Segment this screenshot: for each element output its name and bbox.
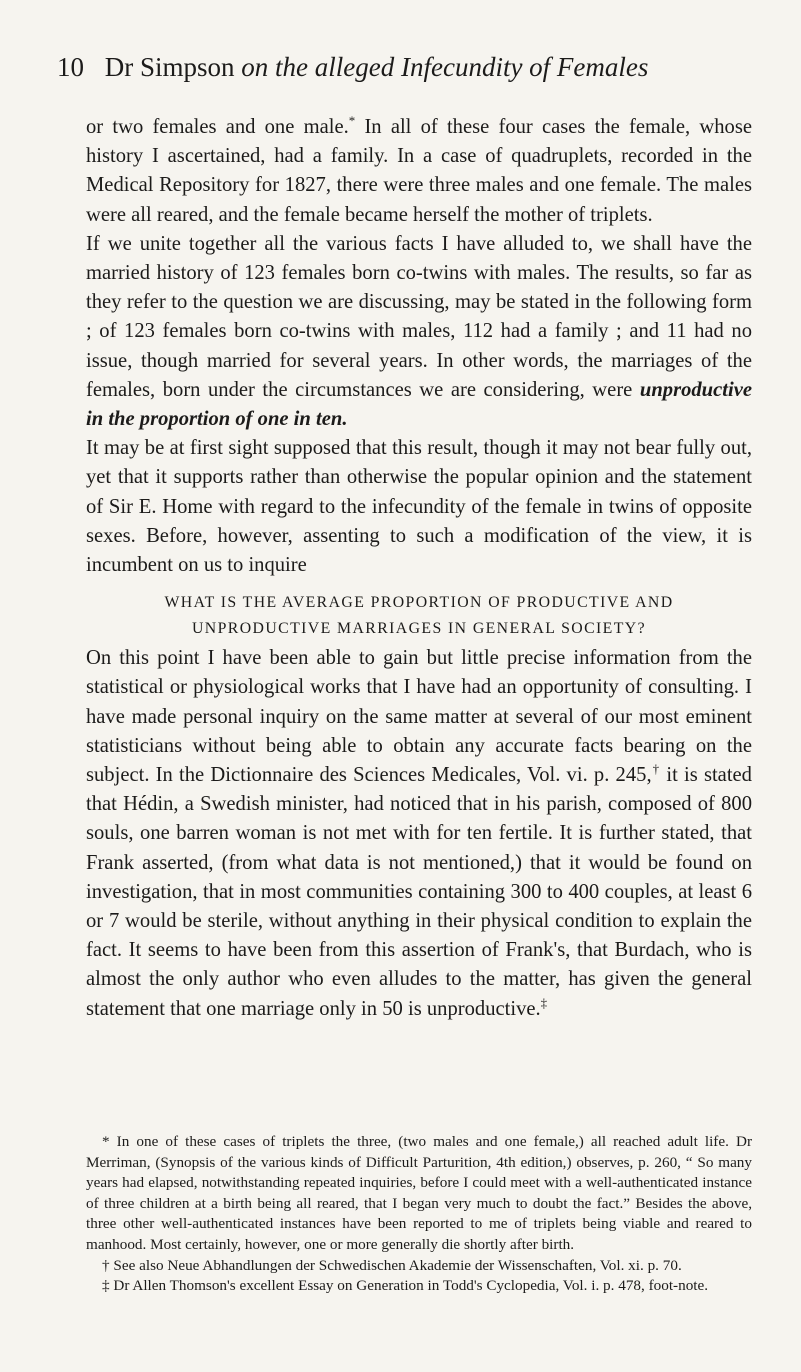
paragraph-3: It may be at first sight supposed that this result, though it may not bear fully out, yet that it supports rather than otherwise the popular opinion and the statement of Sir E. Home with regard to the infecundity of the female in twins of opposite sexes. Before, however, assenting to such a modification of the view, it is incumbent on us to inquire bbox=[86, 437, 752, 577]
footnotes bbox=[86, 1132, 752, 1297]
page-number: 10 bbox=[57, 52, 84, 82]
paragraph-1 bbox=[86, 113, 752, 230]
section-heading bbox=[86, 590, 752, 642]
paragraph-4-text-b: it is stated that Hédin, a Swedish minister, had noticed that in his parish, composed of 800 souls, one barren woman is not met with for ten fertile. It is further stated, that Frank asserted, (from what data is not mentioned,) that it would be found on investigation, that in most communities containing 300 to 400 couples, at least 6 or 7 would be sterile, without anything in their physical condition to explain the fact. It seems to have been from this assertion of Frank's, that Burdach, who is almost the only author who even alludes to the matter, has given the general statement that one marriage only in 50 is unproductive. bbox=[86, 764, 752, 1020]
footnote-2: † See also Neue Abhandlungen der Schwedischen Akademie der Wissenschaften, Vol. xi. p. 70. bbox=[102, 1256, 682, 1274]
paragraph-2 bbox=[86, 230, 752, 434]
running-head-author: Dr Simpson bbox=[104, 52, 235, 82]
paragraph-1-text-a: or two females and one male. bbox=[86, 116, 349, 138]
paragraph-2-text: If we unite together all the various facts I have alluded to, we shall have the married history of 123 females born co-twins with males. The results, so far as they refer to the question we are discussing, may be stated in the following form ; of 123 females born co-twins with males, 112 had a family ; and 11 had no issue, though married for several years. In other words, the marriages of the females, born under the circumstances we are considering, were bbox=[86, 232, 752, 401]
paragraph-4 bbox=[86, 644, 752, 1024]
footnote-ref-2: † bbox=[651, 761, 661, 777]
paragraph-1-text-b: In all of these four cases the female, whose history I ascertained, had a family. In a case of quadruplets, recorded in the Medical Repository for 1827, there were three males and one female. The males were all reared, and the female became herself the mother of triplets. bbox=[86, 116, 753, 226]
section-heading-line-1: WHAT IS THE AVERAGE PROPORTION OF PRODUCTIVE AND bbox=[164, 594, 674, 612]
body-text bbox=[86, 113, 752, 1024]
footnote-1: * In one of these cases of triplets the three, (two males and one female,) all reached adult life. Dr Merriman, (Synopsis of the various kinds of Difficult Parturition, 4th edition,) observes, p. 260, “ So many years had elapsed, notwithstanding repeated inquiries, before I could meet with a well-authenticated instance of three children at a birth being all reared, that I began very much to doubt the fact.” Besides the above, three other well-authenticated instances have been reported to me of triplets being viable and reared to manhood. Most certainly, however, one or more generally die shortly after birth. bbox=[86, 1133, 752, 1253]
footnote-ref-3: ‡ bbox=[540, 994, 548, 1010]
running-head-title: on the alleged Infecundity of Females bbox=[241, 52, 649, 82]
footnote-3: ‡ Dr Allen Thomson's excellent Essay on Generation in Todd's Cyclopedia, Vol. i. p. 478, foot-note. bbox=[102, 1277, 709, 1295]
footnote-ref-1: * bbox=[348, 113, 356, 129]
section-heading-line-2: UNPRODUCTIVE MARRIAGES IN GENERAL SOCIETY? bbox=[192, 620, 646, 638]
paragraph-4-text-a: On this point I have been able to gain but little precise information from the statistical or physiological works that I have had an opportunity of consulting. I have made personal inquiry on the same matter at several of our most eminent statisticians without being able to obtain any accurate facts bearing on the subject. In the Dictionnaire des Sciences Medicales, Vol. vi. p. 245, bbox=[86, 647, 752, 787]
paragraph-2-emphasis: unproductive in the proportion of one in ten. bbox=[86, 378, 752, 431]
running-head bbox=[57, 50, 757, 84]
